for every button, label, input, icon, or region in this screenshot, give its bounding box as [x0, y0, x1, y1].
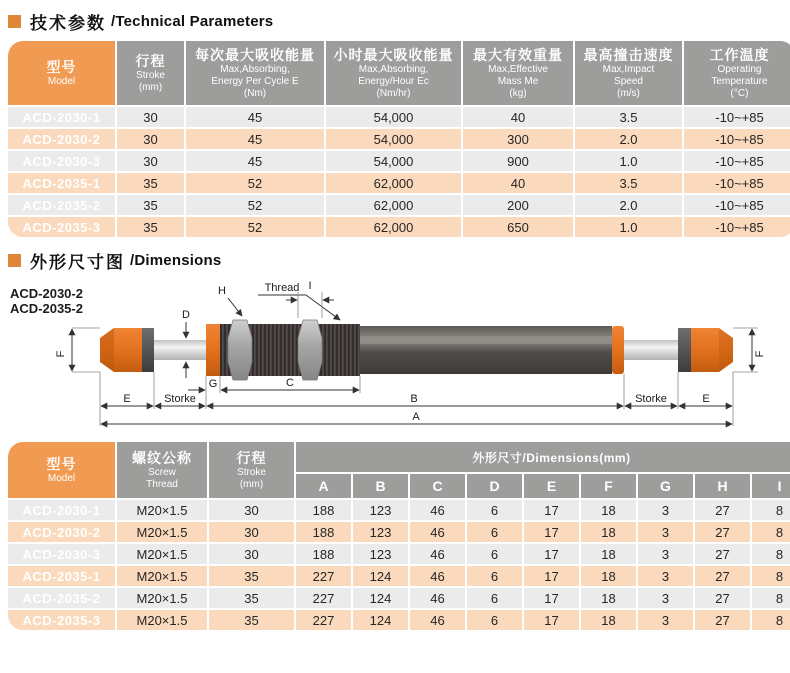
dim-label-c: C: [286, 377, 294, 389]
value-cell: 3: [638, 500, 693, 520]
table-row: [8, 107, 790, 127]
dim-label-f-left: F: [55, 350, 67, 358]
header-line-en: Stroke: [136, 70, 165, 82]
hex-nut-2: [298, 320, 322, 380]
value-cell: 124: [353, 610, 408, 630]
header-line-en: (kg): [509, 87, 527, 99]
section2-title-cn: 外形尺寸图: [30, 253, 125, 272]
t1-col-header-4: [463, 41, 573, 105]
value-cell: 8: [752, 610, 790, 630]
value-cell: -10~+85: [684, 129, 790, 149]
table-row: [8, 151, 790, 171]
value-cell: 6: [467, 610, 522, 630]
value-cell: 46: [410, 544, 465, 564]
t2-dim-col-C: C: [410, 474, 465, 498]
t2-dimensions-group-header: 外形尺寸/Dimensions(mm): [296, 442, 790, 472]
value-cell: 227: [296, 610, 351, 630]
t2-dim-col-D: D: [467, 474, 522, 498]
left-piston-rod: [154, 340, 208, 360]
value-cell: 123: [353, 544, 408, 564]
header-line-cn: 最高撞击速度: [583, 47, 674, 64]
model-cell: ACD-2030-1: [8, 500, 115, 520]
dim-label-h: H: [218, 285, 226, 297]
header-line-cn: 型号: [46, 59, 77, 75]
header-line-cn: 型号: [46, 456, 77, 472]
value-cell: 227: [296, 566, 351, 586]
model-cell: ACD-2030-3: [8, 151, 115, 171]
value-cell: 227: [296, 588, 351, 608]
header-line-en: (Nm/hr): [376, 87, 411, 99]
value-cell: 124: [353, 566, 408, 586]
thread-label: Thread: [264, 282, 300, 294]
model-cell: ACD-2035-3: [8, 610, 115, 630]
header-line-en: (°C): [730, 87, 749, 99]
t1-col-header-0: [8, 41, 115, 105]
value-cell: 188: [296, 522, 351, 542]
value-cell: 27: [695, 500, 750, 520]
section-title-technical-parameters: [8, 9, 790, 34]
table-row: [8, 566, 790, 586]
value-cell: 27: [695, 588, 750, 608]
value-cell: 300: [463, 129, 573, 149]
t2-body: [8, 500, 790, 630]
value-cell: 45: [186, 107, 324, 127]
header-line-cn: 行程: [236, 450, 267, 467]
header-line-en: Max,Impact: [602, 64, 655, 76]
header-line-en: Speed: [614, 76, 643, 88]
value-cell: 650: [463, 217, 573, 237]
model-cell: ACD-2035-1: [8, 173, 115, 193]
value-cell: 18: [581, 610, 636, 630]
value-cell: 3: [638, 588, 693, 608]
value-cell: 62,000: [326, 173, 461, 193]
orange-square-bullet-icon: [8, 254, 21, 267]
header-line-en: Energy/Hour Ec: [358, 76, 429, 88]
stroke-label-right: Storke: [635, 393, 667, 405]
header-line-en: Max,Absorbing,: [358, 64, 429, 76]
t1-col-header-2: [186, 41, 324, 105]
value-cell: 45: [186, 129, 324, 149]
table-row: [8, 588, 790, 608]
value-cell: 30: [117, 151, 184, 171]
t2-dim-col-E: E: [524, 474, 579, 498]
value-cell: 8: [752, 500, 790, 520]
header-line-en: Temperature: [711, 76, 768, 88]
right-piston-rod: [624, 340, 678, 360]
t1-col-header-5: [575, 41, 682, 105]
value-cell: -10~+85: [684, 217, 790, 237]
model-cell: ACD-2030-2: [8, 129, 115, 149]
diagram-model-label-2: ACD-2035-2: [10, 301, 83, 316]
value-cell: -10~+85: [684, 151, 790, 171]
value-cell: M20×1.5: [117, 522, 207, 542]
table-row: [8, 173, 790, 193]
value-cell: 62,000: [326, 195, 461, 215]
table-row: [8, 544, 790, 564]
value-cell: 6: [467, 588, 522, 608]
value-cell: M20×1.5: [117, 544, 207, 564]
value-cell: 27: [695, 544, 750, 564]
t2-left-header-0: [8, 442, 115, 498]
header-line-cn: 螺纹公称: [132, 450, 192, 467]
dim-label-e-right: E: [702, 393, 710, 405]
dim-label-a: A: [412, 411, 420, 423]
value-cell: 27: [695, 610, 750, 630]
stroke-label-left: Storke: [164, 393, 196, 405]
value-cell: 40: [463, 107, 573, 127]
header-line-en: Mass Me: [497, 76, 539, 88]
header-line-en: Stroke: [237, 467, 266, 479]
header-line-cn: 每次最大吸收能量: [195, 47, 315, 64]
t2-left-header-2: [209, 442, 294, 498]
value-cell: 123: [353, 522, 408, 542]
header-line-en: Screw: [148, 467, 176, 479]
value-cell: 35: [117, 173, 184, 193]
header-line-en: (mm): [138, 82, 163, 94]
value-cell: 35: [209, 588, 294, 608]
model-cell: ACD-2035-2: [8, 588, 115, 608]
value-cell: 6: [467, 566, 522, 586]
header-line-en: (m/s): [617, 87, 640, 99]
value-cell: M20×1.5: [117, 566, 207, 586]
dim-label-g: G: [208, 378, 218, 390]
value-cell: 17: [524, 522, 579, 542]
outline-dimensions-table: [6, 440, 790, 632]
value-cell: 3.5: [575, 107, 682, 127]
value-cell: 35: [117, 195, 184, 215]
t2-dim-col-F: F: [581, 474, 636, 498]
value-cell: -10~+85: [684, 173, 790, 193]
value-cell: 17: [524, 500, 579, 520]
value-cell: 35: [209, 610, 294, 630]
section-title-dimensions: [8, 248, 790, 273]
orange-square-bullet-icon: [8, 15, 21, 28]
value-cell: -10~+85: [684, 195, 790, 215]
dim-label-b: B: [410, 393, 418, 405]
value-cell: 46: [410, 566, 465, 586]
model-cell: ACD-2030-2: [8, 522, 115, 542]
model-cell: ACD-2030-1: [8, 107, 115, 127]
dim-label-i: I: [308, 280, 312, 292]
header-line-en: Max,Absorbing,: [220, 64, 290, 76]
table-row: [8, 610, 790, 630]
value-cell: 188: [296, 544, 351, 564]
header-line-cn: 最大有效重量: [473, 47, 563, 64]
value-cell: 30: [117, 107, 184, 127]
value-cell: 123: [353, 500, 408, 520]
value-cell: 8: [752, 544, 790, 564]
t2-dim-col-G: G: [638, 474, 693, 498]
t2-dim-col-H: H: [695, 474, 750, 498]
value-cell: 6: [467, 500, 522, 520]
dim-label-e-left: E: [123, 393, 131, 405]
value-cell: -10~+85: [684, 107, 790, 127]
value-cell: M20×1.5: [117, 500, 207, 520]
value-cell: 188: [296, 500, 351, 520]
dimension-diagram-svg: [0, 278, 790, 438]
value-cell: 2.0: [575, 129, 682, 149]
value-cell: 46: [410, 500, 465, 520]
t2-dim-col-I: I: [752, 474, 790, 498]
header-line-cn: 小时最大吸收能量: [333, 47, 454, 64]
right-washer-shape: [678, 328, 691, 372]
value-cell: 3.5: [575, 173, 682, 193]
value-cell: M20×1.5: [117, 588, 207, 608]
t1-col-header-1: [117, 41, 184, 105]
diagram-model-label-1: ACD-2030-2: [10, 286, 83, 301]
value-cell: 200: [463, 195, 573, 215]
value-cell: 3: [638, 544, 693, 564]
value-cell: 52: [186, 217, 324, 237]
value-cell: 46: [410, 610, 465, 630]
section1-title-cn: 技术参数: [30, 14, 106, 33]
left-washer-shape: [142, 328, 154, 372]
header-line-cn: 行程: [135, 53, 166, 70]
value-cell: 8: [752, 588, 790, 608]
table-row: [8, 500, 790, 520]
model-cell: ACD-2030-3: [8, 544, 115, 564]
value-cell: 62,000: [326, 217, 461, 237]
table-row: [8, 195, 790, 215]
value-cell: 17: [524, 588, 579, 608]
value-cell: 17: [524, 610, 579, 630]
value-cell: M20×1.5: [117, 610, 207, 630]
value-cell: 35: [117, 217, 184, 237]
header-line-cn: 工作温度: [709, 47, 770, 64]
value-cell: 27: [695, 566, 750, 586]
model-cell: ACD-2035-2: [8, 195, 115, 215]
value-cell: 27: [695, 522, 750, 542]
shock-absorber-dimension-diagram: [0, 278, 790, 438]
header-line-en: (Nm): [243, 87, 267, 99]
value-cell: 2.0: [575, 195, 682, 215]
right-orange-ring: [612, 326, 624, 374]
table-row: [8, 217, 790, 237]
dim-label-f-right: F: [754, 350, 766, 358]
value-cell: 30: [117, 129, 184, 149]
section1-title-en: /Technical Parameters: [111, 13, 274, 30]
header-line-en: Thread: [146, 479, 178, 491]
t1-header: [8, 41, 790, 105]
value-cell: 30: [209, 544, 294, 564]
value-cell: 1.0: [575, 151, 682, 171]
value-cell: 17: [524, 566, 579, 586]
value-cell: 52: [186, 173, 324, 193]
value-cell: 30: [209, 500, 294, 520]
value-cell: 30: [209, 522, 294, 542]
t1-body: [8, 107, 790, 237]
dim-label-d: D: [182, 309, 190, 321]
value-cell: 3: [638, 566, 693, 586]
value-cell: 46: [410, 588, 465, 608]
orange-collar: [206, 324, 220, 376]
t1-col-header-6: [684, 41, 790, 105]
header-line-en: Max,Effective: [488, 64, 548, 76]
header-line-en: (mm): [239, 479, 264, 491]
value-cell: 124: [353, 588, 408, 608]
model-cell: ACD-2035-3: [8, 217, 115, 237]
value-cell: 6: [467, 544, 522, 564]
t2-left-header-1: [117, 442, 207, 498]
value-cell: 1.0: [575, 217, 682, 237]
t1-col-header-3: [326, 41, 461, 105]
value-cell: 8: [752, 566, 790, 586]
value-cell: 45: [186, 151, 324, 171]
section2-title-en: /Dimensions: [130, 252, 222, 269]
value-cell: 8: [752, 522, 790, 542]
value-cell: 46: [410, 522, 465, 542]
hex-nut-1: [228, 320, 252, 380]
t2-header-row-top: [8, 442, 790, 472]
table-row: [8, 522, 790, 542]
value-cell: 18: [581, 500, 636, 520]
value-cell: 3: [638, 522, 693, 542]
header-line-en: Operating: [717, 64, 762, 76]
t2-dim-col-B: B: [353, 474, 408, 498]
value-cell: 17: [524, 544, 579, 564]
value-cell: 3: [638, 610, 693, 630]
value-cell: 18: [581, 522, 636, 542]
value-cell: 900: [463, 151, 573, 171]
value-cell: 35: [209, 566, 294, 586]
technical-parameters-table: [6, 39, 790, 239]
value-cell: 54,000: [326, 129, 461, 149]
value-cell: 18: [581, 544, 636, 564]
value-cell: 52: [186, 195, 324, 215]
model-cell: ACD-2035-1: [8, 566, 115, 586]
t2-header: [8, 442, 790, 498]
value-cell: 18: [581, 566, 636, 586]
value-cell: 54,000: [326, 107, 461, 127]
header-line-en: Model: [47, 473, 76, 485]
table-row: [8, 129, 790, 149]
header-line-en: Energy Per Cycle E: [211, 76, 299, 88]
value-cell: 6: [467, 522, 522, 542]
value-cell: 40: [463, 173, 573, 193]
t1-header-row: [8, 41, 790, 105]
t2-dim-col-A: A: [296, 474, 351, 498]
main-cylinder-body: [360, 326, 612, 374]
value-cell: 54,000: [326, 151, 461, 171]
header-line-en: Model: [47, 76, 76, 88]
value-cell: 18: [581, 588, 636, 608]
